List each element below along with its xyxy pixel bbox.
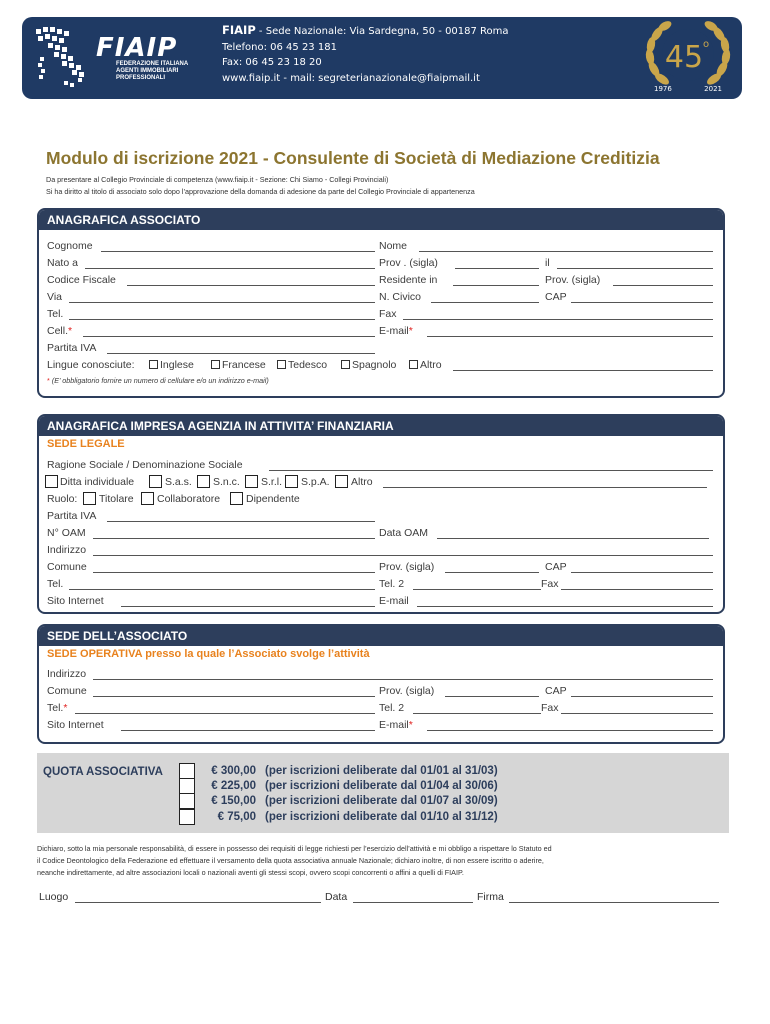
codice-fiscale-field[interactable]: [127, 285, 375, 286]
letterhead: [22, 17, 742, 99]
row-forma-giuridica: [45, 475, 717, 490]
firma-field[interactable]: [509, 902, 719, 903]
row-ragione-sociale: [47, 458, 717, 473]
ruolo-option-label: Dipendente: [246, 493, 300, 505]
brand-name: FIAIP: [222, 23, 256, 37]
quota-option[interactable]: [179, 763, 539, 779]
forma-label: S.p.A.: [301, 476, 330, 488]
lingua-tedesco-option[interactable]: [277, 358, 327, 373]
tel2-field[interactable]: [413, 589, 541, 590]
cognome-label: Cognome: [47, 240, 93, 252]
quota-checkbox[interactable]: [179, 809, 195, 825]
required-mark: *: [47, 376, 50, 385]
section-heading: SEDE DELL’ASSOCIATO: [39, 626, 723, 646]
forma-label: S.r.l.: [261, 476, 283, 488]
web-and-mail: www.fiaip.it - mail: segreterianazionale@fiaipmail.it: [222, 72, 480, 84]
tel-field[interactable]: [75, 713, 375, 714]
cap-label: CAP: [545, 685, 567, 697]
spa-checkbox[interactable]: [285, 475, 298, 488]
fax-label: Fax: [379, 308, 397, 320]
lingua-label: Altro: [420, 359, 442, 371]
via-field[interactable]: [69, 302, 375, 303]
il-label: il: [545, 257, 550, 269]
data-oam-label: Data OAM: [379, 527, 429, 539]
dipendente-checkbox[interactable]: [230, 492, 243, 505]
tel2-field[interactable]: [413, 713, 541, 714]
sito-label: Sito Internet: [47, 719, 104, 731]
row-sito: [47, 594, 717, 609]
fax: Fax: 06 45 23 18 20: [222, 57, 322, 68]
nato-a-label: Nato a: [47, 257, 78, 269]
nome-label: Nome: [379, 240, 408, 252]
ruolo-option-label: Titolare: [99, 493, 134, 505]
checkbox[interactable]: [149, 360, 158, 369]
quota-checkbox[interactable]: [179, 778, 195, 794]
via-label: Via: [47, 291, 62, 303]
firma-label: Firma: [477, 891, 504, 903]
quota-title: QUOTA ASSOCIATIVA: [43, 766, 163, 778]
sito-field[interactable]: [121, 730, 375, 731]
email-label: [379, 324, 413, 339]
phone: Telefono: 06 45 23 181: [222, 41, 337, 53]
lingua-altro-field[interactable]: [453, 370, 713, 371]
il-field[interactable]: [557, 268, 713, 269]
forma-label: S.n.c.: [213, 476, 240, 488]
row-cell-email: [47, 324, 717, 339]
quota-period: (per iscrizioni deliberate dal 01/10 al 31/12): [265, 811, 498, 823]
email-field[interactable]: [427, 336, 713, 337]
logo-subtitle-line: AGENTI IMMOBILIARI: [116, 68, 179, 74]
lingua-francese-option[interactable]: [211, 358, 266, 373]
cap-label: CAP: [545, 291, 567, 303]
row-nascita: [47, 256, 717, 271]
lingue-label: Lingue conosciute:: [47, 359, 135, 371]
prov-sigla-field[interactable]: [613, 285, 713, 286]
lingua-label: Francese: [222, 359, 266, 371]
row-oam: [47, 526, 717, 541]
form-title: Modulo di iscrizione 2021 - Consulente di Società di Mediazione Creditizia: [46, 148, 660, 168]
row-comune: [47, 684, 717, 699]
partita-iva-field[interactable]: [107, 521, 375, 522]
badge-number: 45: [664, 40, 704, 75]
email-label-text: E-mail: [379, 719, 409, 731]
lingua-inglese-option[interactable]: [149, 358, 194, 373]
prov-field[interactable]: [455, 268, 539, 269]
residente-in-label: Residente in: [379, 274, 438, 286]
quota-period: (per iscrizioni deliberate dal 01/04 al 30/06): [265, 780, 498, 792]
indirizzo-label: Indirizzo: [47, 668, 87, 680]
altro-checkbox[interactable]: [335, 475, 348, 488]
sas-checkbox[interactable]: [149, 475, 162, 488]
ruolo-label: Ruolo:: [47, 493, 78, 505]
fax-field[interactable]: [561, 713, 713, 714]
required-mark: *: [408, 719, 413, 731]
luogo-label: Luogo: [39, 891, 69, 903]
quota-option[interactable]: [179, 778, 539, 794]
prov-sigla-field[interactable]: [445, 572, 539, 573]
declaration-line: Dichiaro, sotto la mia personale responsabilità, di essere in possesso dei requisiti di legge richiesti per l’esercizio dell’attività e mi obbligo a rispettare lo Statuto ed: [37, 844, 552, 853]
codice-fiscale-label: Codice Fiscale: [47, 274, 116, 286]
intro-line: Da presentare al Collegio Provinciale di competenza (www.fiaip.it - Sezione: Chi Siamo - Collegi Provinciali): [46, 175, 389, 184]
ragione-sociale-label: Ragione Sociale / Denominazione Sociale: [47, 459, 243, 471]
quota-associativa-panel: [37, 753, 729, 833]
row-via: [47, 290, 717, 305]
cap-field[interactable]: [571, 572, 713, 573]
indirizzo-field[interactable]: [93, 679, 713, 680]
section-anagrafica-associato: [37, 208, 725, 398]
section-heading: ANAGRAFICA ASSOCIATO: [39, 210, 723, 230]
n-civico-field[interactable]: [431, 302, 539, 303]
comune-label: Comune: [47, 561, 87, 573]
row-partita-iva: [47, 341, 717, 356]
contact-info: [222, 23, 509, 86]
quota-option[interactable]: [179, 793, 539, 809]
checkbox[interactable]: [277, 360, 286, 369]
forma-label: S.a.s.: [165, 476, 192, 488]
fax-field[interactable]: [403, 319, 713, 320]
row-sito: [47, 718, 717, 733]
data-oam-field[interactable]: [437, 538, 709, 539]
checkbox[interactable]: [409, 360, 418, 369]
cognome-field[interactable]: [101, 251, 375, 252]
sede-operativa-heading: SEDE OPERATIVA presso la quale l’Associato svolge l’attività: [47, 648, 370, 660]
row-tel-fax: [47, 307, 717, 322]
cap-field[interactable]: [571, 302, 713, 303]
sito-field[interactable]: [121, 606, 375, 607]
email-field[interactable]: [417, 606, 713, 607]
email-label: [379, 718, 413, 733]
lingua-spagnolo-option[interactable]: [341, 358, 396, 373]
declaration-line: neanche indirettamente, ad altre associazioni locali o nazionali aventi gli stessi scopi, ovvero scopi concorrenti o affini a quelli di FIAIP.: [37, 868, 464, 877]
lingua-label: Inglese: [160, 359, 194, 371]
quota-checkbox[interactable]: [179, 793, 195, 809]
row-lingue: [47, 358, 717, 373]
prov-sigla-label: Prov. (sigla): [379, 561, 435, 573]
cell-field[interactable]: [83, 336, 375, 337]
logo-subtitle-line: PROFESSIONALI: [116, 75, 166, 81]
required-note: [47, 376, 269, 385]
partita-iva-label: Partita IVA: [47, 342, 97, 354]
badge-year-end: 2021: [704, 85, 722, 93]
row-indirizzo: [47, 543, 717, 558]
fiaip-logo: [30, 23, 200, 95]
tel2-label: Tel. 2: [379, 702, 405, 714]
required-mark: *: [408, 325, 413, 337]
section-anagrafica-impresa: [37, 414, 725, 614]
row-comune: [47, 560, 717, 575]
logo-subtitle: [116, 61, 206, 82]
tel2-label: Tel. 2: [379, 578, 405, 590]
comune-field[interactable]: [93, 572, 375, 573]
n-oam-field[interactable]: [93, 538, 375, 539]
cell-label-text: Cell.: [47, 325, 69, 337]
forma-altro-field[interactable]: [383, 487, 707, 488]
cap-label: CAP: [545, 561, 567, 573]
tel-field[interactable]: [69, 589, 375, 590]
row-partita-iva: [47, 509, 717, 524]
badge-sup: o: [702, 39, 710, 50]
tel-label: Tel.: [47, 578, 64, 590]
logo-subtitle-line: FEDERAZIONE ITALIANA: [116, 61, 189, 67]
required-mark: *: [68, 325, 73, 337]
nome-field[interactable]: [419, 251, 713, 252]
fax-label: Fax: [541, 702, 559, 714]
checkbox[interactable]: [211, 360, 220, 369]
comune-label: Comune: [47, 685, 87, 697]
residente-in-field[interactable]: [453, 285, 539, 286]
row-indirizzo: [47, 667, 717, 682]
comune-field[interactable]: [93, 696, 375, 697]
row-tel: [47, 701, 717, 716]
quota-amount: € 300,00: [211, 765, 256, 777]
lingua-label: Spagnolo: [352, 359, 397, 371]
quota-amount: € 75,00: [217, 811, 256, 823]
ditta-individuale-checkbox[interactable]: [45, 475, 58, 488]
data-field[interactable]: [353, 902, 473, 903]
address: - Sede Nazionale: Via Sardegna, 50 - 00187 Roma: [255, 26, 509, 37]
lingua-label: Tedesco: [288, 359, 328, 371]
quota-period: (per iscrizioni deliberate dal 01/01 al 31/03): [265, 765, 498, 777]
row-codice-fiscale: [47, 273, 717, 288]
prov-sigla-field[interactable]: [445, 696, 539, 697]
checkbox[interactable]: [341, 360, 350, 369]
row-tel: [47, 577, 717, 592]
fax-label: Fax: [541, 578, 559, 590]
snc-checkbox[interactable]: [197, 475, 210, 488]
quota-option[interactable]: [179, 809, 539, 825]
prov-sigla-label: Prov. (sigla): [545, 274, 601, 286]
anniversary-badge: [640, 19, 736, 97]
titolare-checkbox[interactable]: [83, 492, 96, 505]
quota-amount: € 225,00: [211, 780, 256, 792]
signature-row: [37, 889, 737, 905]
luogo-field[interactable]: [75, 902, 321, 903]
row-cognome-nome: [47, 239, 717, 254]
ruolo-option-label: Collaboratore: [157, 493, 221, 505]
indirizzo-field[interactable]: [93, 555, 713, 556]
sito-label: Sito Internet: [47, 595, 104, 607]
n-oam-label: N° OAM: [47, 527, 86, 539]
email-label-text: E-mail: [379, 325, 409, 337]
quota-checkbox[interactable]: [179, 763, 195, 779]
lingua-altro-option[interactable]: [409, 358, 442, 373]
nato-a-field[interactable]: [85, 268, 375, 269]
tel-label-text: Tel.: [47, 702, 64, 714]
quota-amount: € 150,00: [211, 795, 256, 807]
badge-year-start: 1976: [654, 85, 672, 93]
email-label: E-mail: [379, 595, 409, 607]
cap-field[interactable]: [571, 696, 713, 697]
italy-map-icon: [34, 25, 92, 91]
intro-text: [46, 174, 475, 198]
tel-label: Tel.: [47, 308, 64, 320]
indirizzo-label: Indirizzo: [47, 544, 87, 556]
required-mark: *: [63, 702, 68, 714]
prov-sigla-label: Prov. (sigla): [379, 685, 435, 697]
declaration-line: il Codice Deontologico della Federazione ed effettuare il versamento della quota associativa annuale Nazionale; dichiaro inoltre, di non essere iscritto o aderire,: [37, 856, 544, 865]
intro-line: Si ha diritto al titolo di associato solo dopo l’approvazione della domanda di adesione da parte del Collegio Provinciale di appartenenza: [46, 187, 475, 196]
partita-iva-field[interactable]: [107, 353, 375, 354]
email-field[interactable]: [427, 730, 713, 731]
srl-checkbox[interactable]: [245, 475, 258, 488]
section-sede-associato: [37, 624, 725, 744]
n-civico-label: N. Civico: [379, 291, 422, 303]
section-heading: ANAGRAFICA IMPRESA AGENZIA IN ATTIVITA’ FINANZIARIA: [39, 416, 723, 436]
ragione-sociale-field[interactable]: [269, 470, 713, 471]
quota-period: (per iscrizioni deliberate dal 01/07 al 30/09): [265, 795, 498, 807]
collaboratore-checkbox[interactable]: [141, 492, 154, 505]
tel-field[interactable]: [69, 319, 375, 320]
sede-legale-heading: SEDE LEGALE: [47, 438, 125, 450]
forma-label: Ditta individuale: [60, 476, 135, 488]
forma-label: Altro: [351, 476, 373, 488]
note-text: (E’ obbligatorio fornire un numero di cellulare e/o un indirizzo e-mail): [51, 376, 269, 385]
logo-wordmark: FIAIP: [96, 33, 178, 63]
declaration-text: [37, 843, 732, 879]
data-label: Data: [325, 891, 348, 903]
cell-label: [47, 324, 72, 339]
tel-label: [47, 701, 67, 716]
prov-label: Prov . (sigla): [379, 257, 438, 269]
fax-field[interactable]: [561, 589, 713, 590]
partita-iva-label: Partita IVA: [47, 510, 97, 522]
row-ruolo: [47, 492, 717, 507]
